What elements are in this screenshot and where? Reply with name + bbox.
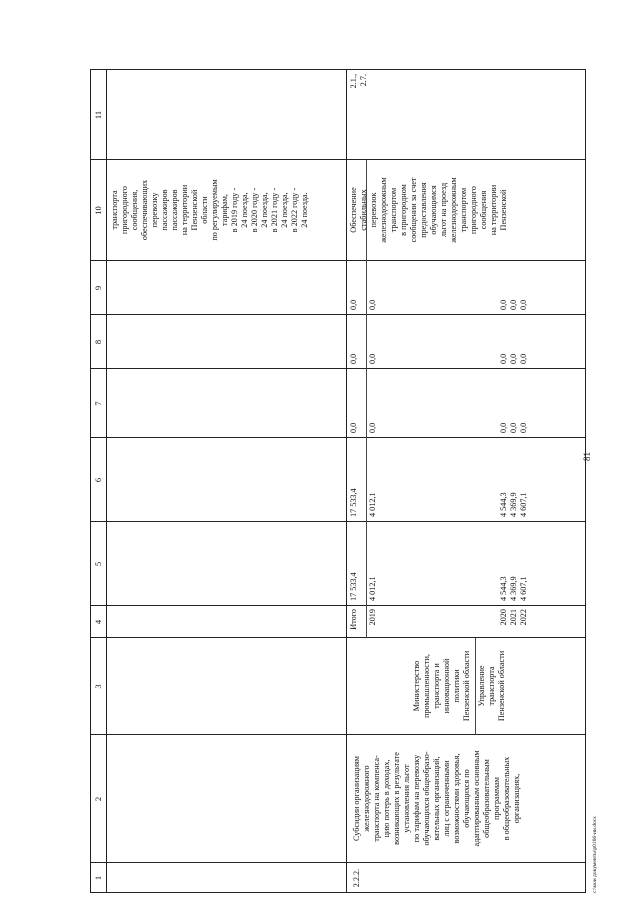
- col5-2021: 4 369,9: [509, 576, 518, 601]
- footer-path: c:\мои документы\p0166-ии.docx: [592, 816, 598, 893]
- col8-2020: 0,0: [499, 353, 508, 364]
- table-right-border: [90, 69, 586, 70]
- col-sep: [90, 605, 586, 606]
- col-header-10: 10: [93, 206, 103, 215]
- col6-2021: 4 369,9: [509, 492, 518, 517]
- col-header-11: 11: [93, 110, 103, 120]
- col7-2020: 0,0: [499, 422, 508, 433]
- executor-transport-dept: Управление транспорта Пензенской области: [477, 650, 506, 722]
- col-header-7: 7: [93, 401, 103, 406]
- col-sep: [90, 314, 586, 315]
- row-separator: [346, 69, 347, 893]
- col6-2020: 4 544,3: [499, 492, 508, 517]
- col9-total: 0,0: [349, 299, 358, 310]
- col9-2020: 0,0: [499, 299, 508, 310]
- col5-2022: 4 607,1: [519, 576, 528, 601]
- col8-2022: 0,0: [519, 353, 528, 364]
- col-sep: [90, 862, 586, 863]
- col9-2022: 0,0: [519, 299, 528, 310]
- col5-total: 17 533,4: [349, 572, 358, 601]
- col7-2021: 0,0: [509, 422, 518, 433]
- col6-2019: 4 012,1: [368, 492, 377, 517]
- col7-2019: 0,0: [368, 422, 377, 433]
- col-sep: [90, 437, 586, 438]
- table-bottom-border: [585, 69, 586, 893]
- col9-2019: 0,0: [368, 299, 377, 310]
- col-header-1: 1: [93, 875, 103, 881]
- col6-total: 17 533,4: [349, 488, 358, 517]
- col-sep: [90, 260, 586, 261]
- table-top-border: [90, 69, 91, 893]
- col-sep: [90, 159, 586, 160]
- year-total: Итого: [349, 609, 358, 630]
- col-header-6: 6: [93, 477, 103, 483]
- year-2021: 2021: [509, 609, 518, 626]
- row-result: Обеспечение стабильных перевозок железнодорожным транспортом в пригородном сообщении за счет предоставления обучающимся льгот на проезд железнодорожным транспортом пригородного сообщения на территории Пензенской: [349, 177, 508, 243]
- col-header-4: 4: [93, 619, 103, 625]
- prev-result-text: транспорта пригородного сообщения, обеспечивающих перевозку пассажиров пассажиров на территории Пензенской области по регулируемым тарифам, в 2019 году - 24 поезда, в 2020 году - 24 поезда, в 2021 году - 24 поезда, в 2022 году - 24 поезда.: [110, 179, 309, 241]
- col8-2019: 0,0: [368, 353, 377, 364]
- year-2022: 2022: [519, 609, 528, 626]
- row-description: Субсидии организациям железнодорожного транспорта на компенса- цию потерь в доходах, возникающих в результате установления льгот по тарифам на перевозку обучающихся общеобразо- вательных организаций, лиц с ограниченными возможностями здоровья, обучающихся по адаптированным основным общеобразовательным программам в общеобразовательных организациях,: [352, 750, 521, 847]
- executor-separator: [475, 638, 476, 735]
- col-sep: [90, 521, 586, 522]
- col5-2019: 4 012,1: [368, 576, 377, 601]
- row-code: 2.2.2.: [352, 868, 361, 888]
- table: [90, 69, 586, 893]
- year-2019: 2019: [368, 609, 377, 626]
- col-header-8: 8: [93, 339, 103, 345]
- table-left-border: [90, 892, 586, 893]
- col6-2022: 4 607,1: [519, 492, 528, 517]
- page-number: 81: [582, 452, 592, 461]
- col8-total: 0,0: [349, 353, 358, 364]
- col7-2022: 0,0: [519, 422, 528, 433]
- header-separator: [106, 69, 107, 893]
- col7-total: 0,0: [349, 422, 358, 433]
- row-refs: 2.1., 2.7.: [349, 74, 368, 89]
- col-sep: [90, 368, 586, 369]
- col-header-2: 2: [93, 796, 103, 802]
- col5-2020: 4 544,3: [499, 576, 508, 601]
- col-header-5: 5: [93, 561, 103, 567]
- col-header-9: 9: [93, 285, 103, 291]
- col8-2021: 0,0: [509, 353, 518, 364]
- year-2020: 2020: [499, 609, 508, 626]
- executor-ministry: Министерство промышленности, транспорта и инновационной политики Пензенской области: [412, 650, 471, 722]
- col-header-3: 3: [93, 684, 103, 689]
- col9-2021: 0,0: [509, 299, 518, 310]
